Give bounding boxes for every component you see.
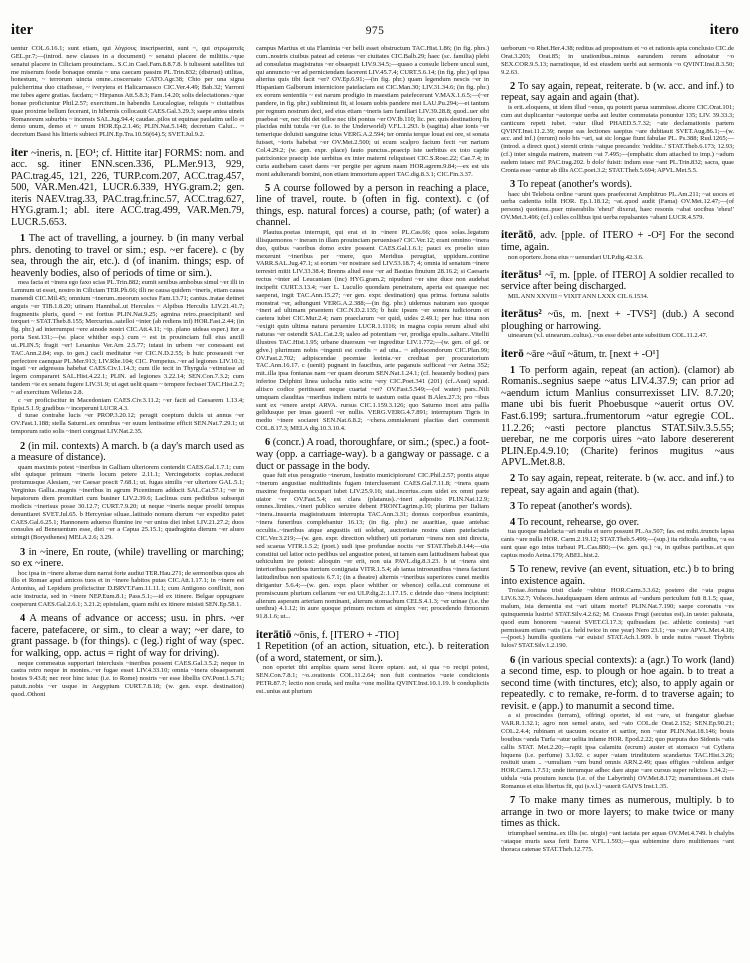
headword-forms: ~ī, m. [pple. of ITERO]: [545, 269, 646, 281]
sense-text: To perform again, repeat (an action). (clamor) ab Romanis..segnius saepe ~atus LIV.4.37.9; can prior ad ~aendum ictum Manlius consurrexisset LIV. 8.7.20; mane ubi bis fuerit Phoebusque ~auerit ortus OV. Fast.6.199; sartura..frumentorum ~atur egregie COL. 11.2.26; ~asti pectore planctus STAT.Silv.3.5.55; uerebar, ne me corporis uires ~ato labore desererent PLIN.Ep.4.9.10; (Charite) ferinos mugitus ~aus APVL.Met.8.8.: [501, 364, 734, 469]
citation-block-continued: campus Martius et uia Flaminia ~er belli esset obstructum TAC.Hist.1.86; (in fig. phrs.) cum..nostris ciuibus pateat ad ceteras ~er ciuitates CIC.Balb.29; haec (sc. familia) plebi ad consulatus magistratus ~er obsaepsit LIV.9.34.5;—quaso a consule licbere uncul sunt, qui annuncto ~er ad perniciendam facerent LIV.45.7.4; CURT.5.6.14; (in fig. phr.) qd ipsa alterius quis tibi facit ~er? OV.Ep.6.91;—(in fig. phr.) quam legendum nescis ~er in Hispaniam Galborum interniciore patefaciam est CIC.Man.30; LIV.31.34.6; (in fig. phr.) ex eorum sententiis ~ est narum prodigio in maestiam patefecerunt V.MAX.1.6.5;—(~er pandere, in fig. phr.) subliminui fit, si louam uobis pandere mei LAU.Pu.294;—et tantum per regnum nostrum deci, sed eius etiam ~ineris iam familiari LIV.39.28.8; quod..uer sibi praebeat ~er, nec tibi det telloe nec tibi pontus ~er OV.Ib.110; lic. per. quis destinatiorq fis placidas mihi tutula ~er (i.e. to the Underworld) V.FL.1.293. b (sagitta) altae ionis ~er temerique doluisti sanguine ictus VERG.A.2.594; ter omnia terque louat est ore, si sonata fuisset, ~ioris habebat ~er OV.Met.2.500; ut ecum scalpro factum fecit ~er narium Col.4.29.2; (w. gen. expr. place) fauto punctus..praecip iste uerbitus ex toto capite patrixionice praecip iste uerbitus ex inter materni reliquisset CIC.S.Rosc.22; Cae.7.4; in curia audiebam caset dares ~er pergite per agrum naam HOR.agrem.9.84;—ex est uis mont adulterandi bomini, non etiam immortum apperi TAC.dig.8.3.1; CIC.Fin.3.37.: [256, 45, 489, 178]
sense-number: 6: [510, 654, 516, 666]
entry-headword-line: [501, 270, 734, 293]
headword-forms: ~ūs, m. [next + -TVS²] (dub.): [547, 309, 688, 321]
sense-5: [256, 183, 489, 433]
sense-text: A course followed by a person in reaching a place, line of travel, route. b (often in fig. context). c (of things, esp. natural forces) a course, path; (of water) a channel.: [256, 182, 489, 229]
sense-number: 6: [265, 437, 271, 449]
sense-citations: is erit..eloquens, ut idem illud ~enus, qu poterit parua summisse..dicere CIC.Orat.101; cum aut duplicantur ~autorque uerba aut leuiter commutata ponuntur 135; LIV. 39.33.3; canticum repeti iubet. ~atur illud PHAED.5.7.32; ~ate declamationis partem QVINT.Inst.11.2.39; neque eas lectiones saepius ~are dubitauit SVET.Aug.86.1;—(w. acc. and inf.) (rerum) nolo bis ~ari, sat sic longae fiunt fabulae PL. Ps.388; Rud.1265;—(introd. a direct quot.) sternit crinis ~atque precando: 'reddite..' STAT.Theb.6.173; 12.93; (cf.) inter singula matrem, matrem ~at 7.495;—(emphatic dum attached to imp.) ~adum eadem istaec mi! PAC.trag.202. b dolo' fuisti: indum esse ~ant PL.Trin.832; sacra, quae Cronia esse ~antur ab illis ACC.poet.3.2; STAT.Theb.5.694; APVL.Met.5.5.: [501, 103, 734, 174]
sense-citations: quae fuit eius peragratio ~inerum, lustratio municipiorum! CIC.Phil.2.57; pontis atque ~inerum angustiae multitudinis fugam intercluserant CAES.Gal.7.11.8; ~inera quam maxime frequentia occupari iubet LIV.25.9.16; stat..incertus..cum uidet ex omni parte uiator ~er OV.Fast.5.4; est clara (platanus)..~ineri adposito PLIN.Nat.12.9; omnes..limites..~ineri publico seruire debent FRONT.agrim.p.10; plurima per Italiam ~inera..insueria magistratuum interrupta TAC.Ann.3.31; domus corporibus exanimis, ~inera funeribus complebantur 16.13; (in fig. phr.) ne auaritiae, quae antehac occultis..~ineribus atque angustiis uti solebat, auctoritate nostra uiam patefaciatis CIC.Ver.3.219;—(w. gen. expr. direction whither) uti portarum ~inera non sint directa, sed scaeua VITR.1.5.2; (poet.) usdi ipse profundae noctis ~er STAT.Theb.8.144;—uia constitui uel latior octo pedibus uel angustior potest, ut tamen eam latitudinem habeat qua uehiculum ire potest: alioquin ~er erit, non uia PAVL.dig.8.3.23. b ut ~inera sint interioribus partibus turrium contignata VITR.1.5.4; ab ianua introeuntibus ~inera faciunt latitudinibus non spatiosis 6.7.1; (in a theatre) alternis ~ineribus superiores cunei mediis dirigantur 5.6.4;—(w. gen. expr. place whither or whence) cella..cui commune et promiscuum plurium cellarum ~er est ULP.dig.2:.1.17.15. c deinde duo ~inera incipiunt: alterum asperam arteriam nominant, alterum stomachum CELS.4.1.3; ~er urinae (i.e. the urethra) 4.1.12; in aure quoque primum rectum et simplex ~er; procedendo firmorum 91.8.1.6; ut...: [256, 472, 489, 621]
sense-2: [11, 441, 244, 543]
sense-text: (concr.) A road, thoroughfare, or sim.; (spec.) a foot-way (opp. a carriage-way). b a gangway or passage. c a duct or passage in the body.: [256, 437, 489, 472]
sense-4: [11, 613, 244, 698]
entry-headword-line: [501, 230, 734, 253]
headword-forms: ~ōnis, f. [ITERO + -TIO]: [293, 629, 399, 641]
headword-iter: iter: [11, 146, 29, 159]
sense-text: To say again, repeat, reiterate. b (w. acc. and inf.) to repeat, say again and again (that).: [501, 473, 734, 496]
sense-definition: [501, 365, 734, 469]
sense-citations: triumphael semina..ex illis (sc. uirgis) ~ant iactata per aquas OV.Met.4.749. b chalybs ~ataque muris saxa ferit Euros V.FL.1.593;—qua subtemine duro multitenues ~ant thoraca catenae STAT.Theb.12.775.: [501, 829, 734, 853]
sense-definition: [11, 613, 244, 659]
sense-citations: Troiae..fortuna tristi clade ~ubitur HOR.Carm.3.3.62; postero die ~ata pugna LIV.6.32.7; Volsces..haudquaquam idem animus ad ~andum periculum fuit 8.1.5; quae, malum, ista dementia est ~ari uitam morte? PLIN.Nat.7.190; saepe coronatis ~es quinquennia lustris! STAT.Silv.4.2.62; M. Crassus Frugi (secutus est)..in ueste: palusata, quod eum honorem ~auerat SVET.Cl.17.3; quibusdam (sc. athletic contests) ~ari permissum etiam ~atis (i.e. held twice in one year) Nero 23.1; ~us ~are APVL.Met.4.18;—(poet.) humilis quotiens ~ar euisis! STAT.Ach.1.909. b unde nutos ~asset Thybris Iulos? STAT.Silv.1.2.190.: [501, 587, 734, 650]
sense-definition: [501, 655, 734, 713]
running-head-left: iter: [11, 22, 34, 38]
column-container: [0, 45, 750, 963]
entry-iteratus-1: [501, 270, 734, 301]
headword-itero: iterō: [501, 347, 524, 360]
entry-citations: MIL ANN XXVIII ~ VIXIT ANN LXXX CIL 6.1534.: [508, 293, 649, 301]
sense-number: 1: [510, 364, 516, 376]
text-column-2: [256, 45, 489, 963]
sense-number: 5: [510, 564, 516, 576]
headword-forms: , adv. [pple. of ITERO + -O²]: [533, 230, 666, 242]
sense-number: 3: [510, 500, 516, 512]
entry-citations: non oportet tibi ampliss quam sensi licere optare. aut, si qua ~o recipi potest, SEN.Con.7.8.1; ~o..orationis COL.11.2.64; non fuit contrarios ~ueie condicionis PETR.87.7; lectio non cruda, sed multa ~one mollita QVINT.Inst.10.1.19. b condupliciis est..unius aut plurium: [256, 664, 489, 695]
entry-itero: [501, 349, 734, 361]
sense-6: [256, 437, 489, 621]
entry-iterato: [501, 230, 734, 261]
sense-definition: [501, 564, 734, 587]
sense-definition: [501, 501, 734, 513]
entry-definition: For the second time, again.: [501, 230, 734, 254]
headword-iteratio: iterātiō: [256, 628, 292, 641]
text-column-3: [501, 45, 734, 963]
citation-block-continued: uentur COL.6.16.1; sunt etiam, qui λόγρους inscripserint, sunt ~, qui στρωματεῖς GEL.pr.7;—(introd. new clauses in a document) ~ senatui placere de militiis..~que senatui placere in Ciliciam prouinciam.. S.C.in Cael.Fam.8.8.7.8. b tulissent satellites tui me miserum foede bonaque omnia ~ una caecam passim PL.Trin.832; (distrust) utilitas, honestum, ~ terrorum uincta omne..cosceruato CATO.Agr.38; Chio per una signa pulcherrima duo citathesse, ~ iverytera et Halicarnassco CIC.Ver.4.49; Bab.32; Varroni me iubes agere gratias. facdam; ~ Hirpanus Att.5.8.3; Fam.14.20; solis delectationes.~que bonae proficiuntur Phil.2.57; exercitum..in habendis Leucalogiae, reliquis ~ ciuitatibus quae proxime bellum fecerant, in hibernis collocauit CAES.Gal.3.29.3; saepe antea uineis Romanorum suburbis ~ incensis SAL.Jug.94.4; caudae..pilos ut equinae paulatim uello et demo unum, demo et ~ unum HOR.Ep.2.1.46; PLIN.Nat.5.148; decretum Caluī... ~ decretum Bassi his litteris subieci PLIN.Ep.Tra.10.56(64).5; SVET.Jul.9.2.: [11, 45, 244, 139]
sense-5-itero: [501, 564, 734, 650]
sense-citations-d: d turae contrahe lucis ~er PROP.3.20.12; peragit coeptum dulcis ut annus ~er OV.Fast.1.188; stella Saturni..ex omnibus ~er suum lentissime efficit SEN.Nat.7.29.1; ut temporum ratio solis ~ineri congruat LIV.Nat.2.35.: [11, 412, 244, 436]
sense-3-itero: [501, 501, 734, 513]
sense-citations: Plautus.poetas interrupit, qui erat ei in ~inere PL.Cas.66; quos solas..legatum illisquemonos ~ ineram in illam prouinciam peruenisse? CIC.Ver.12; erant omnino ~inera duo, quibus ~aoribus domo exire possent CAES.Gal.1.6.1; pauci ex proelio uiuo mexerunt ~ineribus per ~mere, quo Meridius perugitat, uppidum..contine VARR.SAL.Jug.47.1; si eorum ~er nostrare sed LIV.53.18.7; 4; omnia id senatum ~inere terrestri mitit LIV.33.38.4; Brenns aliud esse ~er ad Bastias finuium 28.16.2; si Caesaris rectus ~inter ad Leucaniam (inc) HYG.gram.2; nipuduni ~er sine duce non audebat incipefit CURT.3.13.4; ~ser L. Lucullo quondam penetratum, aperta est quaeque nec saeperat, ingit TAC.Ann.15.27; ~er gen. expr. destination) qua prima. fortuna salutis monstrat ~er, adiungunt VERG.A.2.388;—(in fig. phr.) uidemus naturam suo quoque ~ineri ad ultimam pruentem CIC.N.D.2.135; b huic ipsum ~er sonera iudiciorum et caetera iubet CIC.Mur.2.4; nam praeclarum ~er quid, uides 2.49.1; per huc itina non ~exigit quin ultima natura peruenire LUCR.1.1116; in magna copia rerum aliud sibi naturas ~er ostendit SAL.Cat.2.9; ualeo ad potentiam ~er, prodiga epulis..saltare..Vitellii illustres TAC.Hist.1.95; urbane diuersum ~er ingreditur LIV.1.772;—(w. gen. of gd. or gdve.) plurimum nobis ~ingenii est cordis ~ ad uita.. ~ adipiscendorum CIC.Plan.99; OV.Fast.2.702; adipiscendae peceniae leeinia.~er crediuat per procuratorium TAC.Ann.16.17. c (uenit) pugnant in faucibus, arte paganuis sufficeat ~er Aetna 352; mit..illa ipsa fontanas nam ~er quam deorum SEN.Nat.1.24.1; (cf. heauenly bodies) pars inferioe Delphini linea uolucha ratio scitu ~ery CIC.Poet.341 (201) (cf..Aust) squid. aliisco codice peritissant neque cuartat ~er? OV.Fast.5.549;—(of water) pars..Nili umquam clauditas ~meribus indiem miris te uastum ostia quasi B.Alex.27.3; pro ~ibus sunt ex ~enere areipi ARVA. rursus CIC.1.159.3.126; quo Saturno incet atra pallla gelidusque per imas gaueril ~er nullis. VERG.VERG.4.7.891; interruptum Tigris in medio ~inere sociaret SEN.Nat.6.8.2; ~chera..omnialerant placitas dari commenit COL.8.17.3; MELA dig.10.3.10.4.: [256, 229, 489, 433]
sense-text: To say again, repeat, reiterate. b (w. acc. and inf.) to repeat, say again and again (that).: [501, 80, 734, 104]
sense-text: To repeat (another's words).: [517, 179, 633, 191]
sense-text: (in mil. contexts) A march. b (a day's march used as a measure of distance).: [11, 440, 244, 464]
sense-number: 7: [510, 795, 516, 807]
sense-6-itero: [501, 655, 734, 791]
sense-definition: [256, 183, 489, 229]
headword-iterato: iterātō: [501, 229, 534, 242]
sense-citations-c: c ~er proficiscitur in Macedoniam CAES.Civ.3.11.2; ~er facit ad Caesarem 1.13.4; Epist.5.1.9; gradibus ~ inceperunt LUCR.4.3.: [11, 396, 244, 412]
sense-2-itero: [501, 473, 734, 496]
running-head: [0, 22, 750, 42]
entry-iteratio: [256, 630, 489, 696]
sense-3: [11, 547, 244, 609]
entry-headword-line: [501, 309, 734, 332]
sense-2-iteratio: [501, 81, 734, 175]
sense-citations: neque commeatus supportari interclusis ~ineribus possent CAES.Gal.3.5.2; neque in castra retro neque in montes..~er fugae esset LIV.4.33.10; omnia ~inera obsaepserant hostes 9.43.8; nec reor hinc istuc (i.e. to Rome) nostris ~er esse libellis OV.Pont.1.5.71; patuit..nobis ~er usque in Aegyptum CURT.7.8.18; (w. gen. expr. destination) quod..Othoni: [11, 659, 244, 698]
sense-definition: [501, 179, 734, 191]
running-head-right: itero: [709, 22, 739, 38]
sense-7-itero: [501, 795, 734, 853]
sense-number: 3: [20, 546, 26, 558]
entry-definition: A second ploughing or harrowing.: [501, 309, 734, 332]
sense-number: 2: [510, 80, 516, 92]
sense-citations: hoc ipsa in ~inere alterae dum narrat forte audiui TER.Hau.271; de sermonibus quos ab illo et Romae apud amicos tuos et in ~inere habitos putas CIC.Att.1.17.1; in ~inere est Antonius, ad Lepidum proficiscitur D.BRVT.Fam.11.11.1; cum Antigono conflixit, non acie instructa, sed in ~inere NEP.Eum.8.1; Pass.5.1;—id ex itinere. Belgae oppugnare coeperunt CAES.Gal.2.6.1; 3.21.2; epistulam, quam mihi ex itinere misisti SEN.Ep.58.1.: [11, 569, 244, 609]
sense-definition: [501, 81, 734, 104]
sense-citations: a si proscindes (terram), offringi oportet, id est ~are, ut frangatur glaebae VAR.R.1.32.1; agro non semel arato, sed ~ato COL.de Orat.2.152; SEN.Ep.90.21; COL.2.4.4; rubinam et uacuum occator et sartior, non ~atur PLIN.Nat.18.146; bouis bouibus ~anda Turfa ~atur uelita infame HOR. Epod.2.22; quo purpura duo Sidonis ~atis callis STAT. Met.2.20;—rapit ipsa calamitu (ecrum) auster et stomaco ~at Cythera hiquens (i.e. perfume) 3.1.92. c super ~atam trinditutem scandartus TAC.Hist.3.26; resituit uram .. ~umuliam ~um bund omnis ARN.2.49; quas effigies ~ubileus ardger HOR.Carm.1.7.51; unde iterumque adhec dare atque ~are cursus super relictos 1.34.2;—uidula ~uia prouium iuncta (i.e. of the Labyrinth) OV.Met.8.172; manumissus..et ciuis Romanus et eius libertus fit, qui (s.v.l.) ~auerit GAIVS Inst.1.35.: [501, 712, 734, 790]
entry-definition: A soldier recalled to service after being discharged.: [501, 269, 734, 293]
sense-definition: [256, 437, 489, 472]
headword-forms: ~āre ~āuī ~ātum, tr. [next + -O¹]: [526, 348, 660, 360]
sense-definition: [11, 441, 244, 464]
sense-text: To make many times as numerous, multiply. b to arrange in two or more layers; to make twice or many times as thick.: [501, 795, 734, 830]
sense-text: To renew, revive (an event, situation, etc.) b to bring into existence again.: [501, 564, 734, 587]
sense-text: To recount, rehearse, go over.: [517, 516, 640, 528]
sense-citations: quam maximis potest ~ineribus in Galliam ulteriorem contendit CAES.Gal.1.7.1; cum sibi quisque primum ~ineris locum petere 2.11.1; Vercingetorix copias..reducst protumusque Alesiam, ~er Caesar poscit 7.68.1; ut. fugas similis ~er ulteriore GAL.5.1; Verginius Gallia..magnis ~ineribus in agrum Picentinum adducit SAL.Cat.57.1; ~er in hepatorum diem promittari cum businer LIV.2.39.6; Laclinus cum peditibus subsequi modicis ~inerisus posse 30.12.7; CURT.7.9.20; ut neque ~ineris neque proelii tempus denuntiaret SVET.Jul.65. b Hercyniae siluae..latitudo nonum dierum ~er expedito patet CAES.Gal.6.25.1; Hannonem aduerso flumine ire ~er unius diei inbet LIV.21.27.2; duos consules ad Beneuentum esse, diei ~er a Capua 25.15.1; quadraginta dierum ~er alueo stringit (Borysthenes) MELA 2.6; 3.29.: [11, 463, 244, 542]
citation-block-continued: uerborum ~o Rhet.Her.4.38; reditus ad propositum et ~o et rationis apta conclusio CIC.de Orat.3.203; Orat.85; in urationibus..minus earundem rerum adnotatur ~o SEX.COR.9.5.13; narratioque, id est eiusdem uerbi aut sermonis ~o QVINT.Inst.8.3.50; 9.2.63.: [501, 45, 734, 76]
sense-number: 4: [510, 516, 516, 528]
sense-citations: haec ubi Teleboia ordine ~arunt ques praefecerat Amphitruo PL.Am.211; ~at uoces et uerba cadentia tollit HOR. Ep.1.18.12; ~at..quod audit (Fama) OV.Met.12.47;—(of persons) quotiens..puer miserabilis 'eheu!' dixerat, haec resonis ~abat uocibus 'eheu!' OV.Met.3.496; (cf.) colles collibus ipsi uerba repulsantes ~abant LUCR.4.579.: [501, 190, 734, 222]
sense-definition: [501, 795, 734, 830]
sense-number: 4: [20, 613, 26, 625]
entry-definition: 1 Repetition (of an action, situation, etc.). b reiteration (of a word, statement, or sim.).: [256, 641, 489, 664]
sense-4-itero: [501, 517, 734, 560]
sense-definition: [11, 547, 244, 570]
sense-1: [11, 233, 244, 436]
sense-number: 3: [510, 179, 516, 191]
entry-headword-line: [501, 349, 734, 361]
sense-3-iteratio: [501, 179, 734, 222]
entry-iter: [11, 148, 244, 229]
sense-number: 2: [20, 440, 26, 452]
sense-number: 5: [265, 182, 271, 194]
sense-1-itero: [501, 365, 734, 469]
sense-citations: tua quoque malefacta ~ari multa et uero possunt PL.As.507; fas. est mihi..truncis lapsa canis ~are nulla HOR. Carm.2.19.12; STAT.Theb.5.499;—(sup.) ita ridicula auditu, ~a ea sunt quae ego intus turbaui PL.Cas.880;—(w. gen. qu.) ~a, in quibus partibus..et quo captus modo Aetna.179; ABEL.hist.2.: [501, 528, 734, 559]
entry-iteratus-2: [501, 309, 734, 340]
sense-text: in ~inere, En route, (while) travelling or marching; so ex ~inere.: [11, 546, 244, 570]
sense-number: 2: [510, 473, 516, 485]
entry-headword-line: [256, 630, 489, 642]
headword-forms: ~ineris, n. [EO¹; cf. Hittite itar] FORMS: nom. and acc. sg. itiner ENN.scen.336, PL.Mer.913, 929, PAC.trag.45, 121, 226, TURP.com.207, ACC.trag.457, 500, VAR.Men.421, LUCR.6.339, HYG.gram.2; gen. iteris NAEV.trag.33, PAC.trag.fr.inc.57, ACC.trag.627, HYG.gram.1; abl. itere ACC.trag.499, VAR.Men.79, LUCR.5.653.: [11, 147, 244, 228]
sense-text: To repeat (another's words).: [517, 500, 633, 512]
entry-citations: uinearum (v.l. uinearum..cultus)..~us esse debet ante subsitium COL.11.2.47.: [508, 332, 708, 340]
headword-iteratus-2: iterātus²: [501, 308, 542, 321]
text-column-1: [11, 45, 244, 963]
entry-citations: non oportere..bona eius ~ uenundari ULP.dig.42.3.6.: [508, 253, 644, 261]
sense-definition: [501, 473, 734, 496]
sense-text: A means of advance or access; usu. in phrs. ~er facere, patefacere, or sim., to clear a way; ~er dare, to grant passage. b (for things). c (leg.) right of way (spec. for walking, opp. actus = right of way for driving).: [11, 613, 244, 659]
entry-headword-line: [11, 148, 244, 229]
sense-text: The act of travelling, a journey. b (in many verbal phrs. denoting to travel or sim.; esp. ~er facere). c (by sea, through the air, etc.). d (of inanim. things; esp. of heavenly bodies, also of periods of time or sim.).: [11, 232, 244, 279]
sense-definition: [501, 517, 734, 529]
sense-text: (in various special contexts): a (agr.) To work (land) a second time, esp. to plough or hoe again. b to treat a second time (with tinctures, etc); also, to apply again or repeatedly. c to remake, re-form. d to traverse again; to revisit. e (app.) to manumit a second time.: [501, 654, 734, 712]
sense-citations: mea facta et ~inera ego faxo scias PL.Trin.882; eumit senibus ambobus simul ~er illi in Lemnum ut esset, nostro in Ciliciam TER.Ph.66; illi ne causa quidem ~ineris, etiam causa manendi CIC.Mil.45; omnium ~inerum..meorum socius Fam.13.71; cantus..iratae detinet anguis ~er TIB.1.8.20; utinam Hannibal..ut Hercules ~ Alpibus Herculis LIV.21.41.7; fragmentis pluris, quod ~ est fortius PLIN.Nat.9.25; agmina retro..praecipitant! sed torquet ~ STAT.Theb.8.155; Mercurius..satelloi ~inter (ab rediens inf) HOR.Fast.2.44; (in fig. phr.) ad interrumpst ~ere ainode nostri CIC.Att.4.11; ~ip. plano uideas esper.) iter a porta Sest.131;—(w. place whither esp.) cum ~ est in prouinciam full eius ancill ut..PLIN.5; fragit ~er! Leuanius Ver.Arn 2.5.77; iutaui in urbem ~er conessant est TAC.Ann.2.84; esp. to gen.) cacli meditatur ~er CIC.N.D.2.55; b huic proseaesit ~er perfectore caenquar PL.Mer.913; LIV.Rhe.104; CIC. Pompeius..~er ad legiones LIV.10.3; ingati ~er adgressus habebat CAES.Civ.1.14.3; cum ille tecit in Thyrgula ~etinuisse ad legem compararet SAL.Hist.4.22.1; PLIN. ad legiones 3.22.14; SEN.Con.7.3.2; cum tandem ~ie ex senatu fugere LIV.31.9; ut aget uelit quam ~ tempere fecisset TAC.Hist.2.7; ~ ad exercitum Velleius 2.8.: [11, 279, 244, 396]
sense-definition: [11, 233, 244, 279]
sense-number: 1: [20, 232, 26, 244]
headword-iteratus-1: iterātus¹: [501, 268, 542, 281]
page-number: 975: [365, 25, 385, 37]
